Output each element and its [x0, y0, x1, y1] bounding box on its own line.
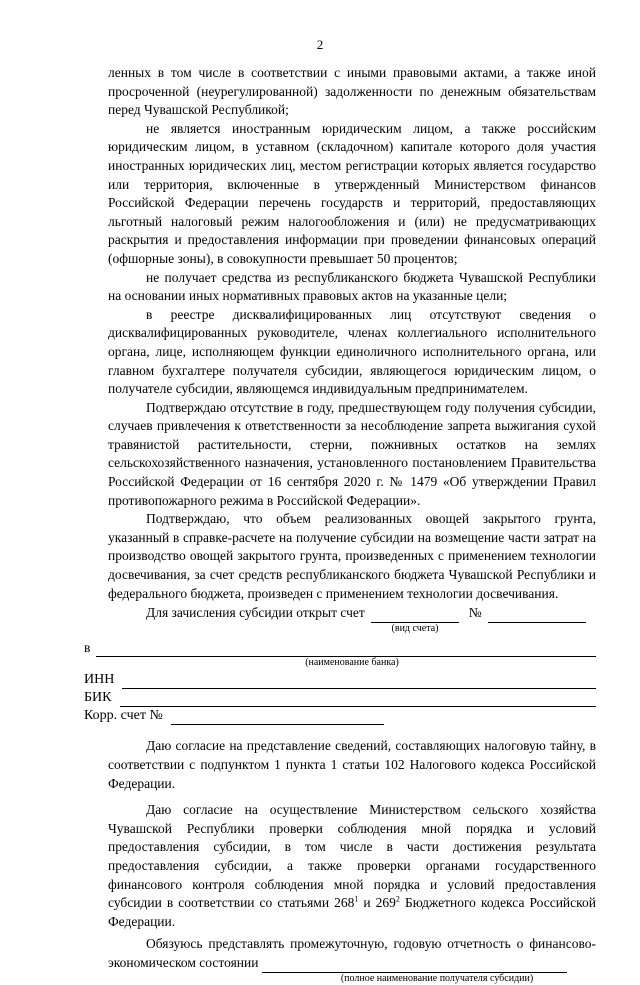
bik-row: [84, 689, 596, 707]
consent-check-middle: и 269: [358, 895, 396, 911]
corr-row: [84, 707, 384, 725]
paragraph-no-other-funds: не получает средства из республиканского бюджета Чувашской Республики на основании иных нормативных правовых актов на указанные цели;: [108, 269, 596, 304]
paragraph-tax-secret-consent: Даю согласие на представление сведений, составляющих налоговую тайну, в соответствии с подпунктом 1 пункта 1 статьи 102 Налогового кодекса Российской Федерации.: [108, 738, 596, 791]
obligation-text: Обязуюсь представлять промежуточную, годовую отчетность о финансово-экономическом состоянии: [108, 936, 596, 970]
paragraph-not-foreign-entity: не является иностранным юридическим лицом, а также российским юридическим лицом, в уставном (складочном) капитале которого доля участия иностранных юридических лиц, местом регистрации которых является государство или территория, включенные в утвержденный Министерством финансов Российской Федерации перечень государств и территорий, предоставляющих льготный налоговый режим налогообложения и (или) не предусматривающих раскрытия и предоставления информации при проведении финансовых операций (офшорные зоны), в совокупности превышает 50 процентов;: [108, 120, 596, 266]
inn-row: [84, 671, 596, 689]
account-row: [108, 604, 596, 623]
account-type-caption: (вид счета): [391, 622, 439, 634]
paragraph-debt-continuation: ленных в том числе в соответствии с иными правовыми актами, а также иной просроченной (неурегулированной) задолженности по денежным обязательствам перед Чувашской Республикой;: [108, 65, 596, 118]
bank-name-field[interactable]: [96, 642, 596, 657]
corr-field[interactable]: [171, 710, 384, 725]
corr-label: Корр. счет №: [84, 708, 163, 724]
bank-row: [84, 639, 596, 658]
inn-field[interactable]: [122, 674, 596, 689]
bik-field[interactable]: [120, 692, 597, 707]
page-number: 2: [316, 37, 324, 52]
account-text: Для зачисления субсидии открыт счет: [146, 605, 365, 621]
bik-label: БИК: [84, 690, 112, 706]
paragraph-fire-safety: Подтверждаю отсутствие в году, предшествующем году получения субсидии, случаев привлечения к ответственности за несоблюдение запрета выжигания сухой травянистой растительности, стерни, пожнивных остатков на землях сельскохозяйственного назначения, установленного постановлением Правительства Российской Федерации от 16 сентября 2020 г. № 1479 «Об утверждении Правил противопожарного режима в Российской Федерации».: [108, 399, 596, 508]
recipient-name-field[interactable]: [262, 958, 567, 973]
inn-label: ИНН: [84, 672, 115, 688]
consent-check-end: Бюджетного кодекса Российской Федерации.: [108, 895, 596, 929]
paragraph-reporting-obligation: [108, 935, 596, 972]
superscript-1: 1: [354, 894, 359, 904]
account-type-field[interactable]: [371, 608, 459, 623]
paragraph-vegetables-volume: Подтверждаю, что объем реализованных овощей закрытого грунта, указанный в справке-расчете на получение субсидии на возмещение части затрат на производство овощей закрытого грунта, произведенных с применением технологии досвечивания, за счет средств республиканского бюджета Чувашской Республики и федерального бюджета, произведен с применением технологии досвечивания.: [108, 511, 596, 601]
document-body: [84, 64, 596, 985]
superscript-2: 2: [395, 894, 400, 904]
account-number-field[interactable]: [488, 608, 586, 623]
recipient-caption: (полное наименование получателя субсидии): [340, 972, 534, 984]
paragraph-disqualified-registry: в реестре дисквалифицированных лиц отсутствуют сведения о дисквалифицированных руководителе, членах коллегиального исполнительного органа, лице, исполняющем функции единоличного исполнительного органа, или главном бухгалтере получателя субсидии, являющегося юридическим лицом, о получателе субсидии, являющемся индивидуальным предпринимателем.: [108, 306, 596, 397]
account-number-sign: №: [468, 605, 482, 621]
paragraph-inspection-consent: [108, 801, 596, 931]
bank-caption: (наименование банка): [305, 657, 399, 669]
consent-check-text: Даю согласие на осуществление Министерством сельского хозяйства Чувашской Республики проверки соблюдения мной порядка и условий предоставления субсидии, в том числе в части достижения результата предоставления субсидии, а также проверки органами государственного финансового контроля соблюдения мной порядка и условий предоставления субсидии в соответствии со статьями 268: [108, 802, 596, 911]
bank-prefix: в: [84, 639, 91, 655]
